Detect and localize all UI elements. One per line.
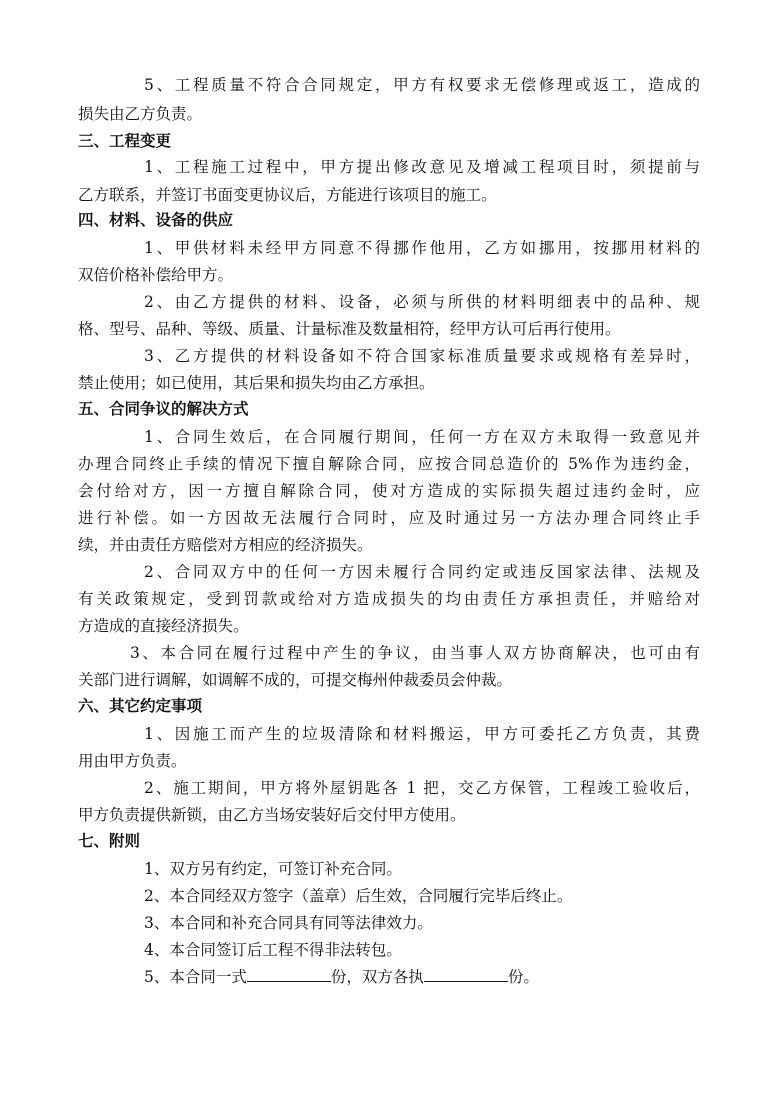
clause-text: 2、施工期间，甲方将外屋钥匙各 1 把，交乙方保管，工程竣工验收后，: [144, 779, 700, 797]
clause-text: 1、合同生效后，在合同履行期间，任何一方在双方未取得一致意见并: [144, 428, 700, 446]
clause-text: 5、工程质量不符合合同规定，甲方有权要求无偿修理或返工，造成的: [144, 76, 700, 94]
clause-text: 用由甲方负责。: [78, 752, 187, 770]
copies-total-blank[interactable]: [247, 963, 331, 982]
clause-text: 续，并由责任方赔偿对方相应的经济损失。: [78, 536, 373, 554]
clause-text: 2、由乙方提供的材料、设备，必须与所供的材料明细表中的品种、规: [144, 293, 700, 311]
clause-text: 有关政策规定，受到罚款或给对方造成损失的均由责任方承担责任，并赔给对: [78, 590, 700, 608]
section-heading: 七、附则: [78, 832, 141, 850]
clause-text: 方造成的直接经济损失。: [78, 617, 249, 635]
copies-each-blank[interactable]: [424, 963, 508, 982]
clause-text: 3、本合同在履行过程中产生的争议，由当事人双方协商解决，也可由有: [130, 644, 700, 662]
clause-text: 2、本合同经双方签字（盖章）后生效，合同履行完毕后终止。: [144, 887, 573, 905]
section-heading: 四、材料、设备的供应: [78, 211, 234, 229]
clause-text: 禁止使用；如已使用，其后果和损失均由乙方承担。: [78, 374, 435, 392]
clause-text: 进行补偿。如一方因故无法履行合同时，应及时通过另一方法办理合同终止手: [78, 509, 700, 527]
clause-text: 3、本合同和补充合同具有同等法律效力。: [144, 914, 433, 932]
clause-text: 3、乙方提供的材料设备如不符合国家标准质量要求或规格有差异时，: [144, 347, 700, 365]
clause-text: 1、双方另有约定，可签订补充合同。: [144, 860, 402, 878]
section-heading: 五、合同争议的解决方式: [78, 400, 249, 418]
clause-text: 会付给对方，因一方擅自解除合同，使对方造成的实际损失超过违约金时，应: [78, 482, 700, 500]
clause-text: 4、本合同签订后工程不得非法转包。: [144, 941, 402, 959]
clause-copies-line: [144, 963, 700, 991]
clause-text: 关部门进行调解，如调解不成的，可提交梅州仲裁委员会仲裁。: [78, 671, 513, 689]
clause-text: 格、型号、品种、等级、质量、计量标准及数量相符，经甲方认可后再行使用。: [78, 320, 621, 338]
clause-text: 1、因施工而产生的垃圾清除和材料搬运，甲方可委托乙方负责，其费: [144, 725, 700, 743]
clause-text: 1、工程施工过程中，甲方提出修改意见及增减工程项目时，须提前与: [144, 158, 700, 176]
clause-text: 份。: [507, 968, 539, 986]
clause-text: 双倍价格补偿给甲方。: [78, 266, 234, 284]
clause-text: 5、本合同一式: [144, 968, 247, 986]
clause-text: 1、甲供材料未经甲方同意不得挪作他用，乙方如挪用，按挪用材料的: [144, 239, 700, 257]
clause-text: 办理合同终止手续的情况下擅自解除合同，应按合同总造价的 5%作为违约金，: [78, 455, 700, 473]
clause-text: 2、合同双方中的任何一方因未履行合同约定或违反国家法律、法规及: [144, 563, 700, 581]
clause-text: 乙方联系，并签订书面变更协议后，方能进行该项目的施工。: [78, 186, 497, 204]
clause-text: 甲方负责提供新锁，由乙方当场安装好后交付甲方使用。: [78, 806, 466, 824]
section-heading: 六、其它约定事项: [78, 697, 203, 715]
clause-text: 损失由乙方负责。: [78, 105, 203, 123]
clause-text: 份，双方各执: [330, 968, 424, 986]
section-heading: 三、工程变更: [78, 132, 172, 150]
